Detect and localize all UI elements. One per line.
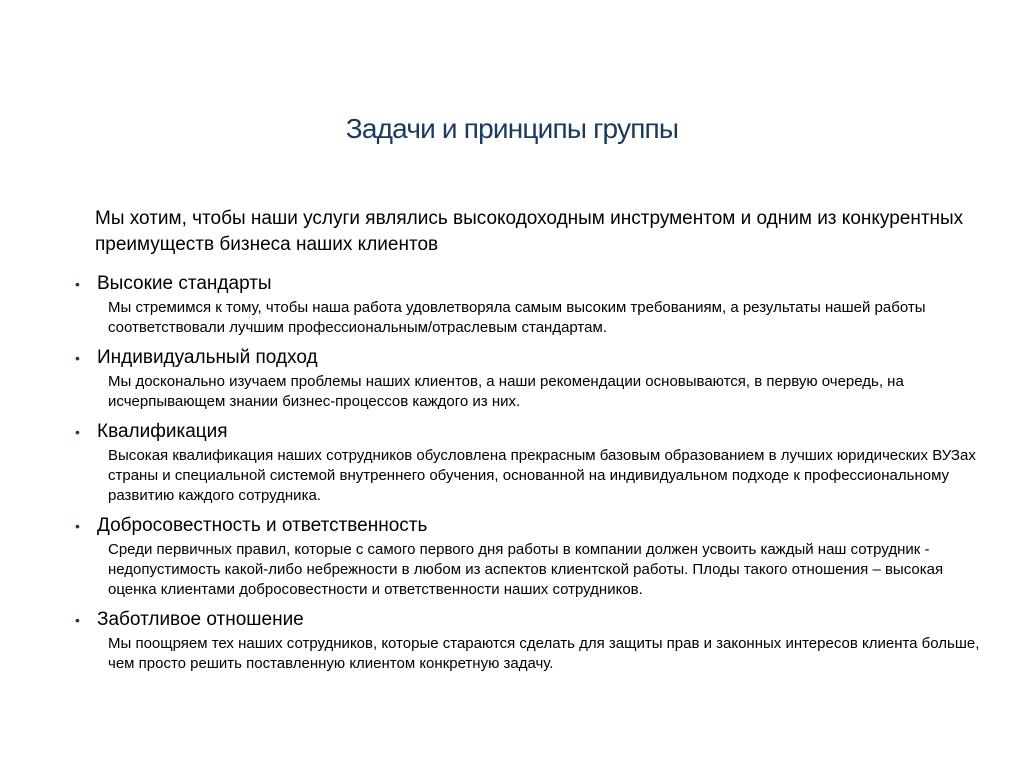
principle-description: Мы досконально изучаем проблемы наших клиентов, а наши рекомендации основываются, в первую очередь, на исчерпывающем знании бизнес-процессов каждого из них.: [108, 373, 904, 410]
principles-list: [73, 270, 993, 680]
bullet-dot-icon: •: [75, 350, 80, 366]
principle-heading: Индивидуальный подход: [97, 347, 318, 368]
principle-description: Мы поощряем тех наших сотрудников, которые стараются сделать для защиты прав и законных интересов клиента больше, чем просто решить поставленную клиентом конкретную задачу.: [108, 635, 980, 672]
principle-heading: Заботливое отношение: [97, 609, 304, 630]
principle-item: [73, 418, 993, 506]
principle-description: Мы стремимся к тому, чтобы наша работа удовлетворяла самым высоким требованиям, а результаты нашей работы соответствовали лучшим профессиональным/отраслевым стандартам.: [108, 299, 926, 336]
intro-text: Мы хотим, чтобы наши услуги являлись высокодоходным инструментом и одним из конкурентных преимуществ бизнеса наших клиентов: [95, 208, 964, 255]
principle-heading: Добросовестность и ответственность: [97, 515, 428, 536]
principle-heading-row: [73, 270, 993, 298]
principle-item: [73, 606, 993, 674]
principle-heading-row: [73, 512, 993, 540]
principle-item: [73, 512, 993, 600]
principle-heading: Высокие стандарты: [97, 273, 272, 294]
slide-title: Задачи и принципы группы: [345, 113, 679, 144]
principle-heading-row: [73, 344, 993, 372]
principle-heading: Квалификация: [97, 421, 228, 442]
principle-item: [73, 344, 993, 412]
principle-heading-row: [73, 606, 993, 634]
bullet-dot-icon: •: [75, 424, 80, 440]
principle-heading-row: [73, 418, 993, 446]
principle-description: Высокая квалификация наших сотрудников обусловлена прекрасным базовым образованием в лучших юридических ВУЗах страны и специальной системой внутреннего обучения, основанной на индивидуальном подходе к профессиональному развитию каждого сотрудника.: [108, 447, 976, 504]
principle-item: [73, 270, 993, 338]
bullet-dot-icon: •: [75, 276, 80, 292]
bullet-dot-icon: •: [75, 518, 80, 534]
bullet-dot-icon: •: [75, 612, 80, 628]
principle-description: Среди первичных правил, которые с самого первого дня работы в компании должен усвоить каждый наш сотрудник - недопустимость какой-либо небрежности в любом из аспектов клиентской работы. Плоды такого отношения – высокая оценка клиентами добросовестности и ответственности наших сотрудников.: [108, 541, 944, 598]
